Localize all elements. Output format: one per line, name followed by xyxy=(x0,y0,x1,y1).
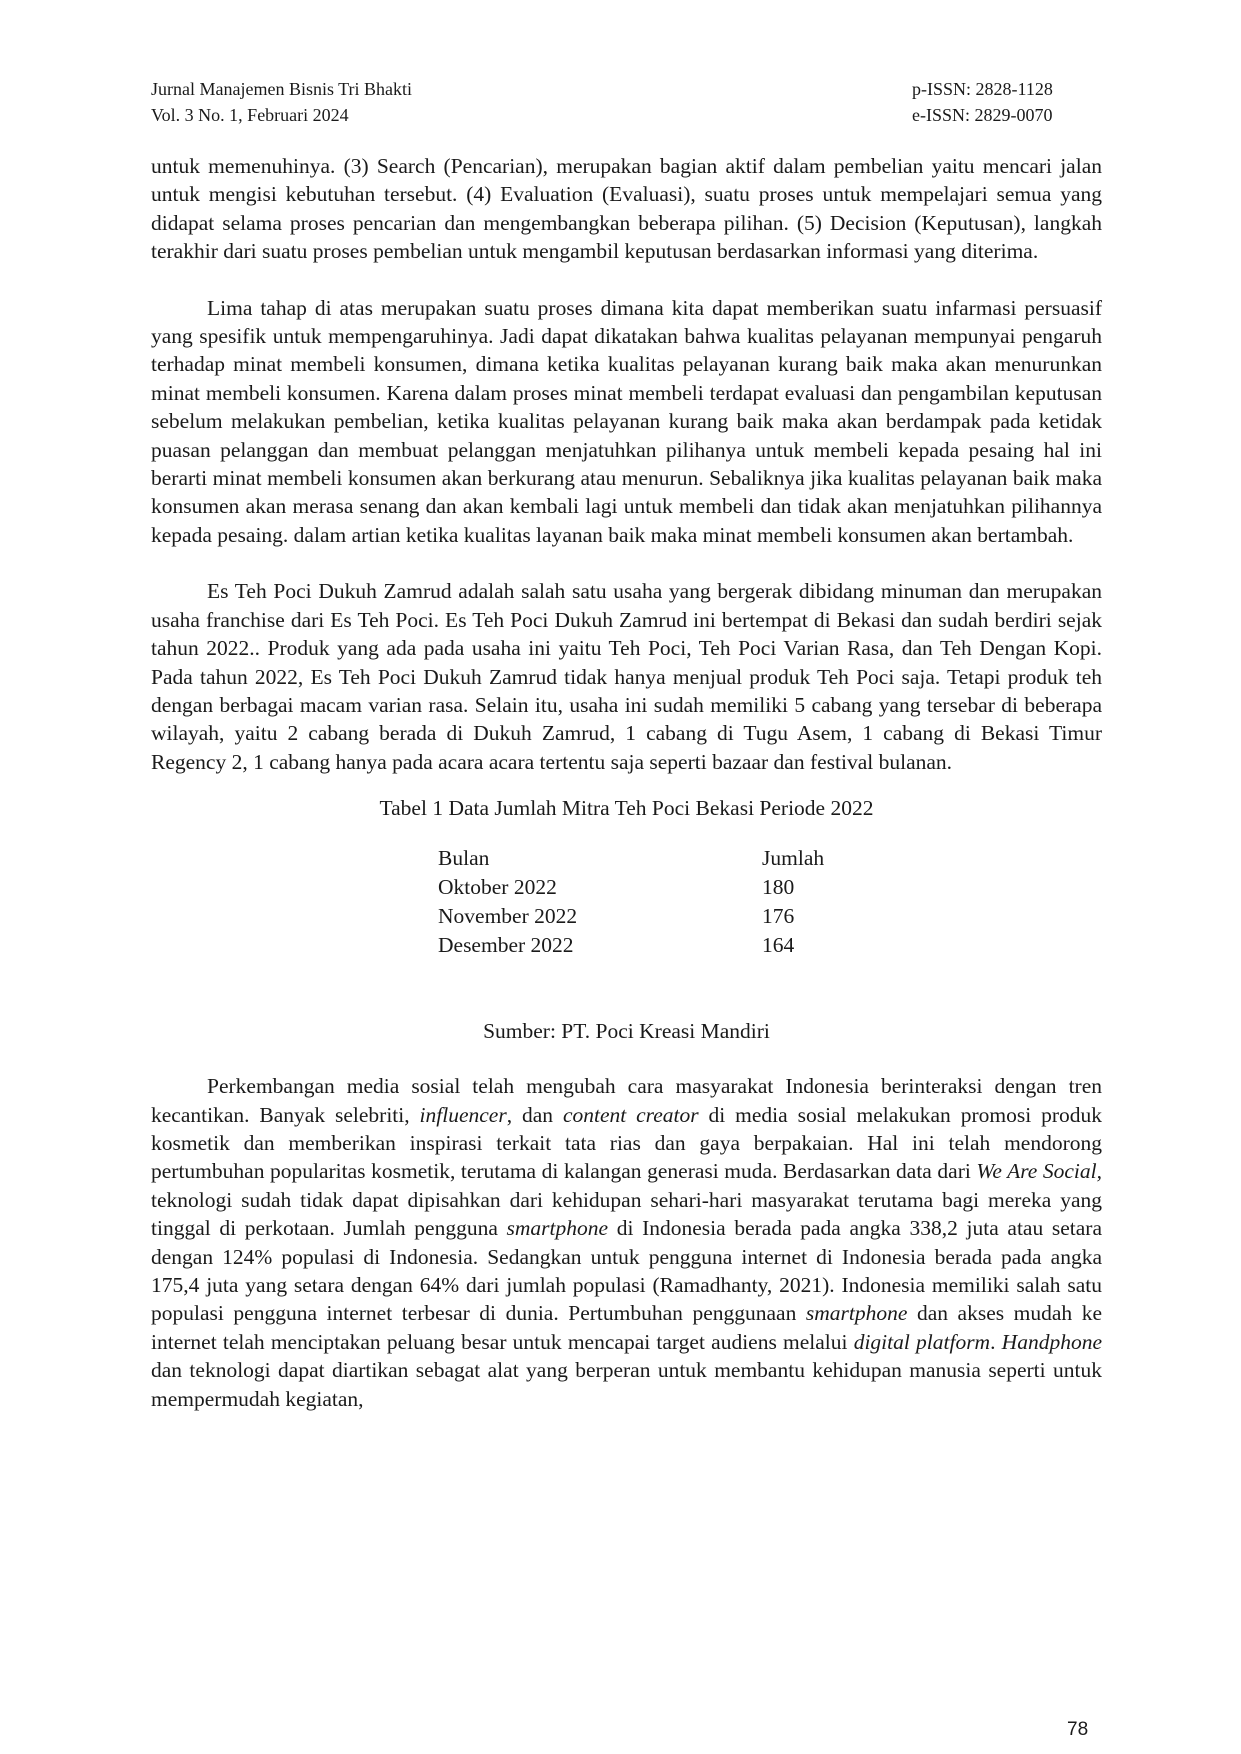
text-run: dan akses mudah ke internet telah menciptakan peluang besar untuk mencapai target audiens melalui xyxy=(151,1301,1102,1354)
table-row xyxy=(438,902,824,931)
table-cell-month: November 2022 xyxy=(438,904,578,929)
journal-volume: Vol. 3 No. 1, Februari 2024 xyxy=(151,105,349,125)
table-cell-count: 164 xyxy=(762,933,795,958)
paragraph-3: Es Teh Poci Dukuh Zamrud adalah salah satu usaha yang bergerak dibidang minuman dan merupakan usaha franchise dari Es Teh Poci. Es Teh Poci Dukuh Zamrud ini bertempat di Bekasi dan sudah berdiri sejak tahun 2022.. Produk yang ada pada usaha ini yaitu Teh Poci, Teh Poci Varian Rasa, dan Teh Dengan Kopi. Pada tahun 2022, Es Teh Poci Dukuh Zamrud tidak hanya menjual produk Teh Poci saja. Tetapi produk teh dengan berbagai macam varian rasa. Selain itu, usaha ini sudah memiliki 5 cabang yang tersebar di beberapa wilayah, yaitu 2 cabang berada di Dukuh Zamrud, 1 cabang di Tugu Asem, 1 cabang di Bekasi Timur Regency 2, 1 cabang hanya pada acara acara tertentu saja seperti bazaar dan festival bulanan. xyxy=(151,579,1102,774)
text-run: , dan xyxy=(506,1102,563,1127)
text-run: di media sosial melakukan promosi produk kosmetik dan memberikan inspirasi terkait tata rias dan gaya berpakaian. Hal ini telah mendorong pertumbuhan popularitas kosmetik, terutama di kalangan generasi muda. Berdasarkan data dari xyxy=(151,1102,1102,1184)
table-row xyxy=(438,873,824,902)
p-issn: p-ISSN: 2828-1128 xyxy=(912,79,1053,99)
table-header-row xyxy=(438,844,824,873)
paragraph-2: Lima tahap di atas merupakan suatu proses dimana kita dapat memberikan suatu infarmasi persuasif yang spesifik untuk mempengaruhinya. Jadi dapat dikatakan bahwa kualitas pelayanan mempunyai pengaruh terhadap minat membeli konsumen, dimana ketika kualitas pelayanan kurang baik maka akan menurunkan minat membeli konsumen. Karena dalam proses minat membeli terdapat evaluasi dan pengambilan keputusan sebelum melakukan pembelian, ketika kualitas pelayanan kurang baik maka akan berdampak pada ketidak puasan pelanggan dan membuat pelanggan menjatuhkan pilihanya untuk membeli kepada pesaing hal ini berarti minat membeli konsumen akan berkurang atau menurun. Sebaliknya jika kualitas pelayanan baik maka konsumen akan merasa senang dan akan kembali lagi untuk membeli dan tidak akan menjatuhkan pilihannya kepada pesaing. dalam artian ketika kualitas layanan baik maka minat membeli konsumen akan bertambah. xyxy=(151,295,1102,547)
text-run: . xyxy=(990,1329,1002,1354)
paragraph-1: untuk memenuhinya. (3) Search (Pencarian), merupakan bagian aktif dalam pembelian yaitu mencari jalan untuk mengisi kebutuhan tersebut. (4) Evaluation (Evaluasi), suatu proses untuk mempelajari semua yang didapat selama proses pencarian dan mengembangkan beberapa pilihan. (5) Decision (Keputusan), langkah terakhir dari suatu proses pembelian untuk mengambil keputusan berdasarkan informasi yang diterima. xyxy=(151,154,1102,264)
table-caption: Tabel 1 Data Jumlah Mitra Teh Poci Bekasi Periode 2022 xyxy=(379,796,874,821)
italic-term: smartphone xyxy=(506,1216,609,1241)
italic-term: digital platform xyxy=(853,1329,991,1354)
table-source: Sumber: PT. Poci Kreasi Mandiri xyxy=(483,1019,770,1044)
text-run: di Indonesia berada pada angka 338,2 juta atau setara dengan 124% populasi di Indonesia. Sedangkan untuk pengguna internet di Indonesia berada pada angka 175,4 juta yang setara dengan 64% dari jumlah populasi (Ramadhanty, 2021). Indonesia memiliki salah satu populasi pengguna internet terbesar di dunia. Pertumbuhan penggunaan xyxy=(151,1216,1102,1326)
table-cell-count: 176 xyxy=(762,904,795,929)
journal-title: Jurnal Manajemen Bisnis Tri Bhakti xyxy=(151,79,412,99)
table-cell-month: Oktober 2022 xyxy=(438,875,557,900)
italic-term: content creator xyxy=(562,1102,699,1127)
paragraph-4 xyxy=(151,1072,1102,1413)
page-body xyxy=(151,152,1102,1413)
header-left xyxy=(151,76,412,128)
text-run: dan teknologi dapat diartikan sebagat alat yang berperan untuk membantu kehidupan manusia seperti untuk mempermudah kegiatan, xyxy=(151,1358,1102,1411)
italic-term: We Are Social, xyxy=(976,1159,1102,1184)
header-right xyxy=(912,76,1053,128)
table-cell-count: 180 xyxy=(762,875,795,900)
table-header-jumlah: Jumlah xyxy=(762,846,825,871)
table-row xyxy=(438,931,824,960)
text-run: Perkembangan media sosial telah mengubah cara masyarakat Indonesia berinteraksi dengan tren kecantikan. Banyak selebriti, xyxy=(151,1074,1102,1127)
table-cell-month: Desember 2022 xyxy=(438,933,574,958)
table-header-bulan: Bulan xyxy=(438,846,490,871)
e-issn: e-ISSN: 2829-0070 xyxy=(912,105,1053,125)
italic-term: influencer xyxy=(419,1102,507,1127)
italic-term: smartphone xyxy=(805,1301,908,1326)
text-run: teknologi sudah tidak dapat dipisahkan dari kehidupan sehari-hari masyarakat terutama bagi mereka yang tinggal di perkotaan. Jumlah pengguna xyxy=(151,1187,1102,1241)
data-table xyxy=(438,844,824,960)
italic-term: Handphone xyxy=(1001,1329,1102,1354)
page-number: 78 xyxy=(1067,1719,1089,1740)
